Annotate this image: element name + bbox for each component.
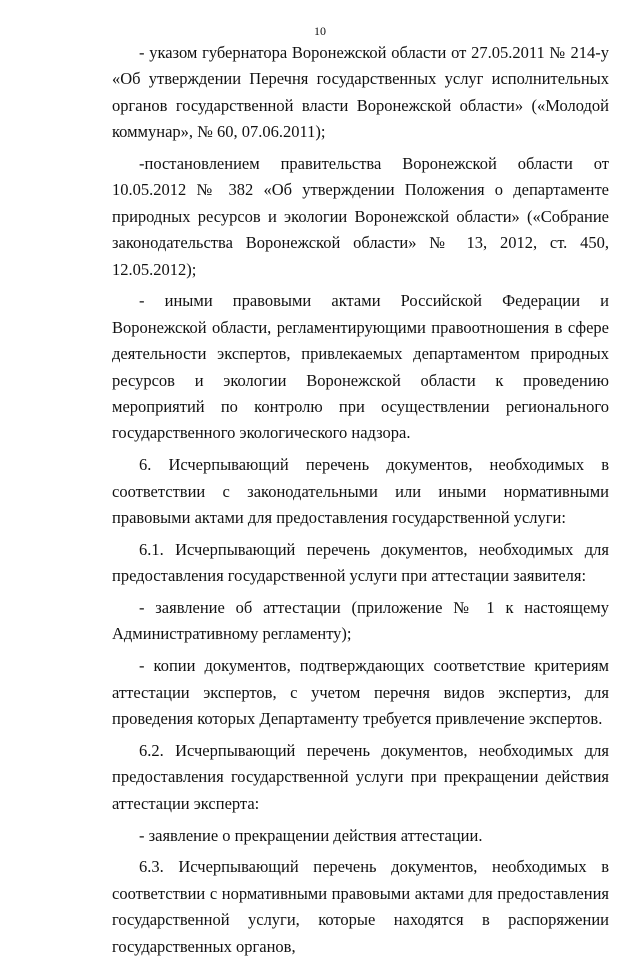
paragraph-section-6: 6. Исчерпывающий перечень документов, необходимых в соответствии с законодательными или иными нормативными правовыми актами для предоставления государственной услуги: <box>112 455 609 528</box>
paragraph-section-6-2: 6.2. Исчерпывающий перечень документов, необходимых для предоставления государственной услуги при прекращении действия аттестации эксперта: <box>112 740 609 813</box>
paragraph-other-legal-acts: - иными правовыми актами Российской Федерации и Воронежской области, регламентирующими правоотношения в сфере деятельности экспертов, привлекаемых департаментом природных ресурсов и экологии Воронежской области к проведению мероприятий по контролю при осуществлении регионального государственного экологического надзора. <box>112 291 609 443</box>
paragraph-section-6-1: 6.1. Исчерпывающий перечень документов, необходимых для предоставления государственной услуги при аттестации заявителя: <box>112 539 609 586</box>
document-body <box>112 40 609 965</box>
page-number: 10 <box>314 24 326 38</box>
paragraph-section-6-3: 6.3. Исчерпывающий перечень документов, необходимых в соответствии с нормативными правовыми актами для предоставления государственной услуги, которые находятся в распоряжении государственных органов, <box>112 857 609 956</box>
paragraph-decree-governor: - указом губернатора Воронежской области от 27.05.2011 № 214-у «Об утверждении Перечня государственных услуг исполнительных органов государственной власти Воронежской области» («Молодой коммунар», № 60, 07.06.2011); <box>112 43 609 142</box>
list-item-document-copies: - копии документов, подтверждающих соответствие критериям аттестации экспертов, с учетом перечня видов экспертиз, для проведения которых Департаменту требуется привлечение экспертов. <box>112 656 609 729</box>
paragraph-government-resolution: -постановлением правительства Воронежской области от 10.05.2012 № 382 «Об утверждении Положения о департаменте природных ресурсов и экологии Воронежской области» («Собрание законодательства Воронежской области» № 13, 2012, ст. 450, 12.05.2012); <box>112 154 609 279</box>
list-item-termination-application: - заявление о прекращении действия аттестации. <box>139 825 483 845</box>
list-item-attestation-application: - заявление об аттестации (приложение № 1 к настоящему Административному регламенту); <box>112 598 609 644</box>
